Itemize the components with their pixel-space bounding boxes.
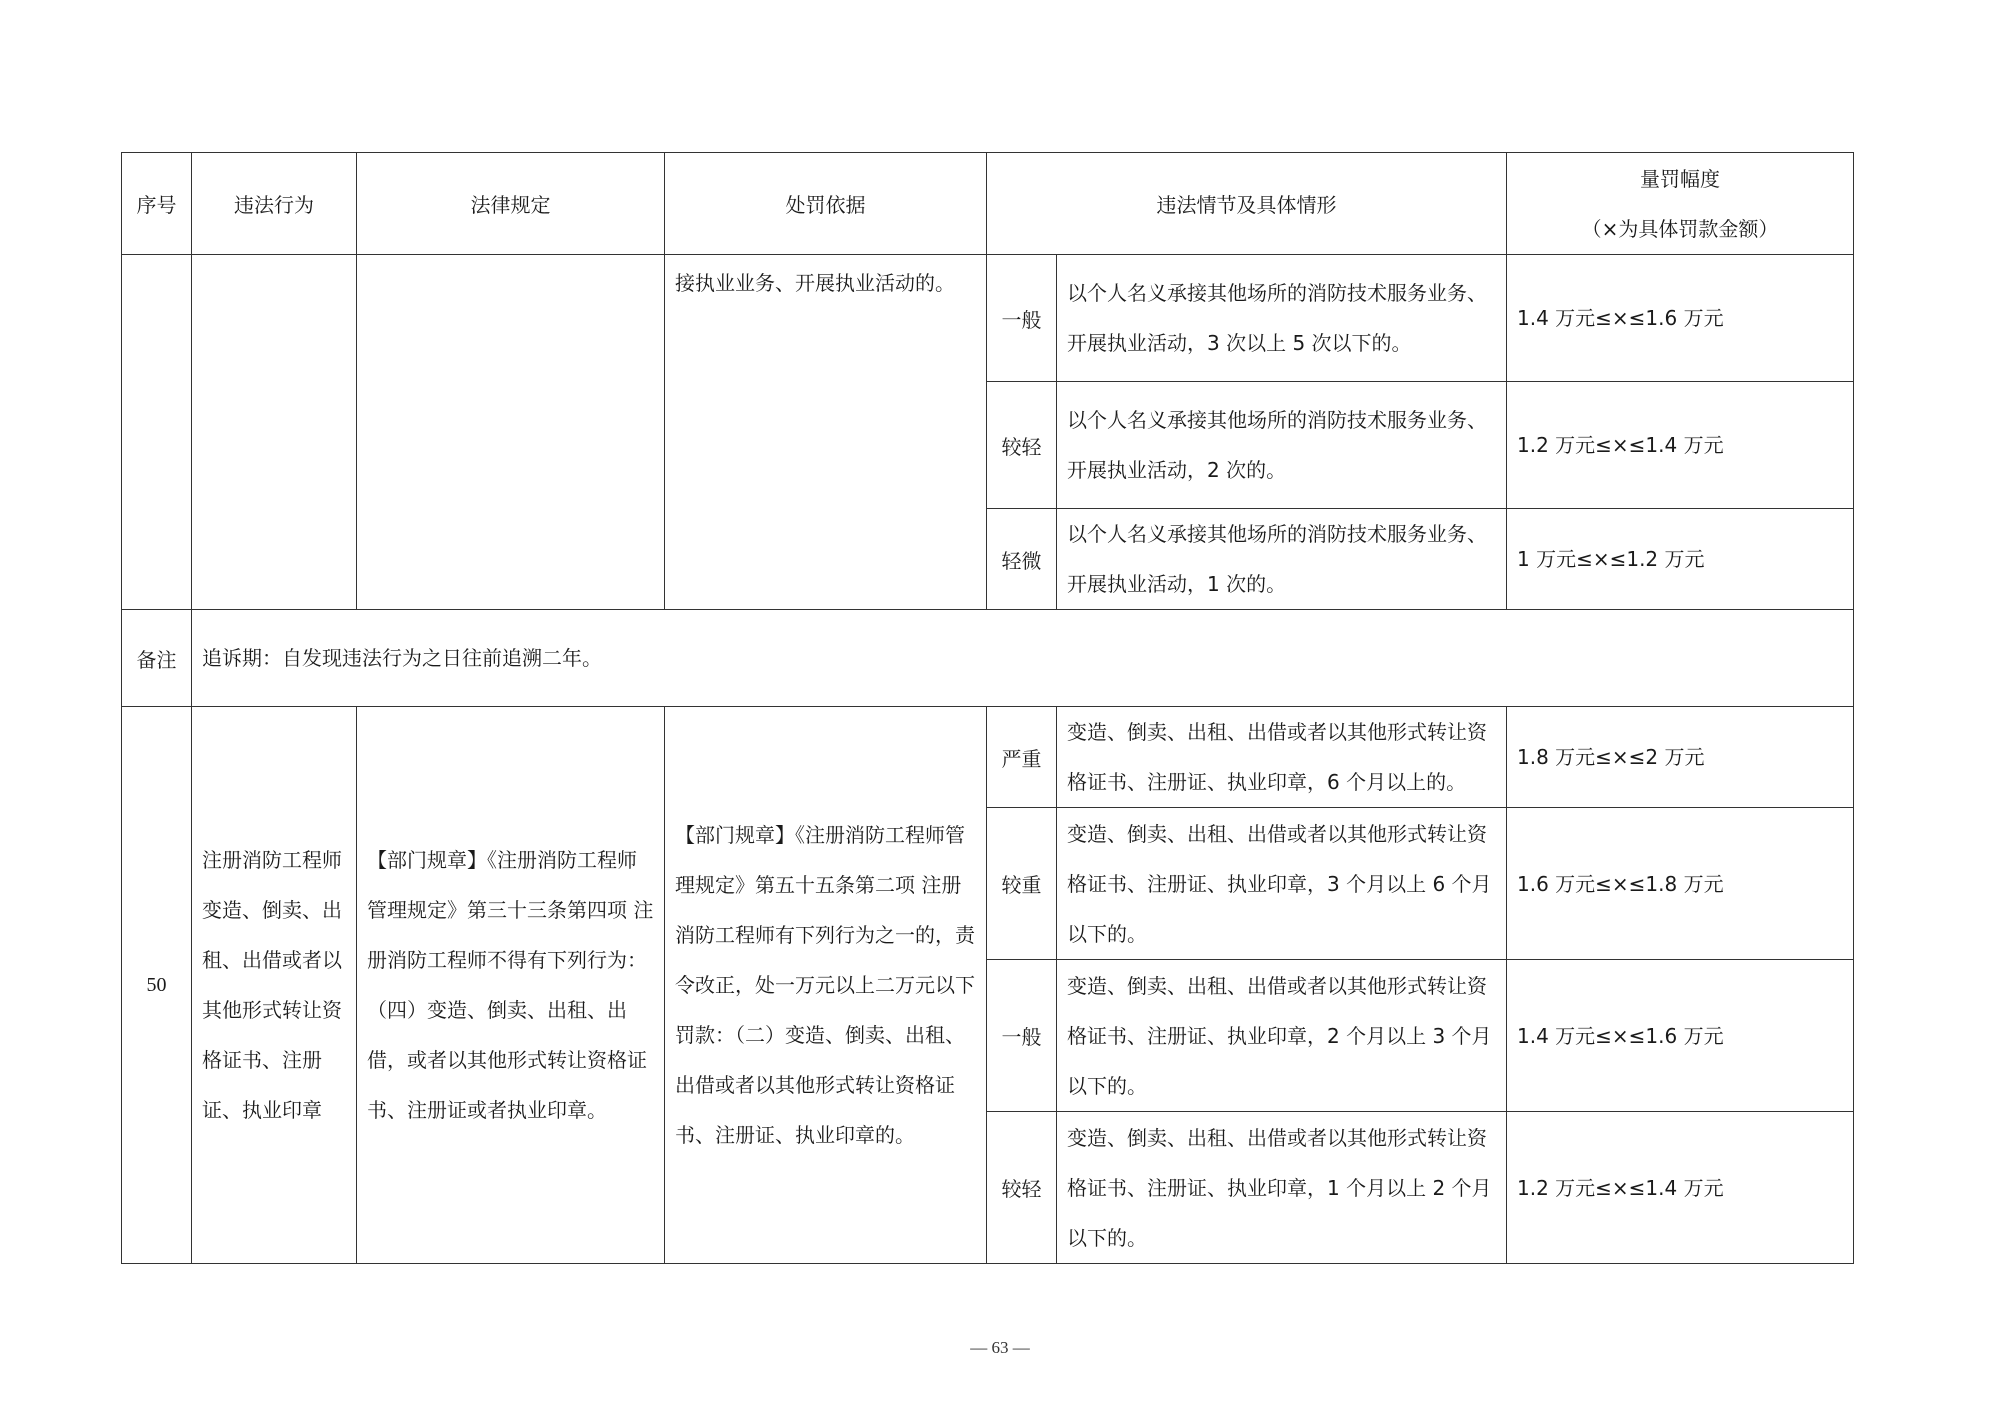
- desc-cell: 以个人名义承接其他场所的消防技术服务业务、开展执业活动，2 次的。: [1057, 382, 1507, 509]
- header-penalty-title: 量罚幅度: [1640, 166, 1720, 191]
- penalty-cell: 1.8 万元≤×≤2 万元: [1507, 707, 1854, 808]
- level-cell: 较轻: [987, 382, 1057, 509]
- penalty-cell: 1.2 万元≤×≤1.4 万元: [1507, 382, 1854, 509]
- level-cell: 一般: [987, 960, 1057, 1112]
- item-basis: 【部门规章】《注册消防工程师管理规定》第五十五条第二项 注册消防工程师有下列行为之一的，责令改正，处一万元以上二万元以下罚款：（二）变造、倒卖、出租、出借或者以其他形式转让资格证书、注册证、执业印章的。: [665, 707, 987, 1264]
- desc-cell: 变造、倒卖、出租、出借或者以其他形式转让资格证书、注册证、执业印章，3 个月以上 6 个月以下的。: [1057, 808, 1507, 960]
- prev-seq-cell: [122, 255, 192, 610]
- remark-row: [122, 610, 1854, 707]
- header-seq: 序号: [122, 153, 192, 255]
- prev-basis-cell: 接执业业务、开展执业活动的。: [665, 255, 987, 610]
- penalty-cell: 1.6 万元≤×≤1.8 万元: [1507, 808, 1854, 960]
- remark-text: 追诉期：自发现违法行为之日往前追溯二年。: [192, 610, 1854, 707]
- level-cell: 轻微: [987, 509, 1057, 610]
- header-basis: 处罚依据: [665, 153, 987, 255]
- item-violation: 注册消防工程师变造、倒卖、出租、出借或者以其他形式转让资格证书、注册证、执业印章: [192, 707, 357, 1264]
- header-violation: 违法行为: [192, 153, 357, 255]
- level-cell: 较重: [987, 808, 1057, 960]
- desc-cell: 变造、倒卖、出租、出借或者以其他形式转让资格证书、注册证、执业印章，1 个月以上 2 个月以下的。: [1057, 1112, 1507, 1264]
- level-cell: 一般: [987, 255, 1057, 382]
- level-cell: 严重: [987, 707, 1057, 808]
- penalty-cell: 1 万元≤×≤1.2 万元: [1507, 509, 1854, 610]
- penalty-cell: 1.4 万元≤×≤1.6 万元: [1507, 255, 1854, 382]
- penalty-cell: 1.4 万元≤×≤1.6 万元: [1507, 960, 1854, 1112]
- desc-cell: 变造、倒卖、出租、出借或者以其他形式转让资格证书、注册证、执业印章，2 个月以上 3 个月以下的。: [1057, 960, 1507, 1112]
- prev-violation-cell: [192, 255, 357, 610]
- prev-law-cell: [357, 255, 665, 610]
- table-header-row: [122, 153, 1854, 255]
- table-row: [122, 707, 1854, 808]
- desc-cell: 以个人名义承接其他场所的消防技术服务业务、开展执业活动，3 次以上 5 次以下的。: [1057, 255, 1507, 382]
- penalty-cell: 1.2 万元≤×≤1.4 万元: [1507, 1112, 1854, 1264]
- penalty-table: [121, 152, 1854, 1264]
- level-cell: 较轻: [987, 1112, 1057, 1264]
- item-seq: 50: [122, 707, 192, 1264]
- item-law: 【部门规章】《注册消防工程师管理规定》第三十三条第四项 注册消防工程师不得有下列行为：（四）变造、倒卖、出租、出借，或者以其他形式转让资格证书、注册证或者执业印章。: [357, 707, 665, 1264]
- header-penalty: [1507, 153, 1854, 255]
- header-circumstance: 违法情节及具体情形: [987, 153, 1507, 255]
- remark-label: 备注: [122, 610, 192, 707]
- desc-cell: 以个人名义承接其他场所的消防技术服务业务、开展执业活动，1 次的。: [1057, 509, 1507, 610]
- header-law: 法律规定: [357, 153, 665, 255]
- header-penalty-note: （×为具体罚款金额）: [1581, 216, 1779, 241]
- page-number: — 63 —: [970, 1338, 1030, 1357]
- desc-cell: 变造、倒卖、出租、出借或者以其他形式转让资格证书、注册证、执业印章，6 个月以上的。: [1057, 707, 1507, 808]
- table-row: [122, 255, 1854, 382]
